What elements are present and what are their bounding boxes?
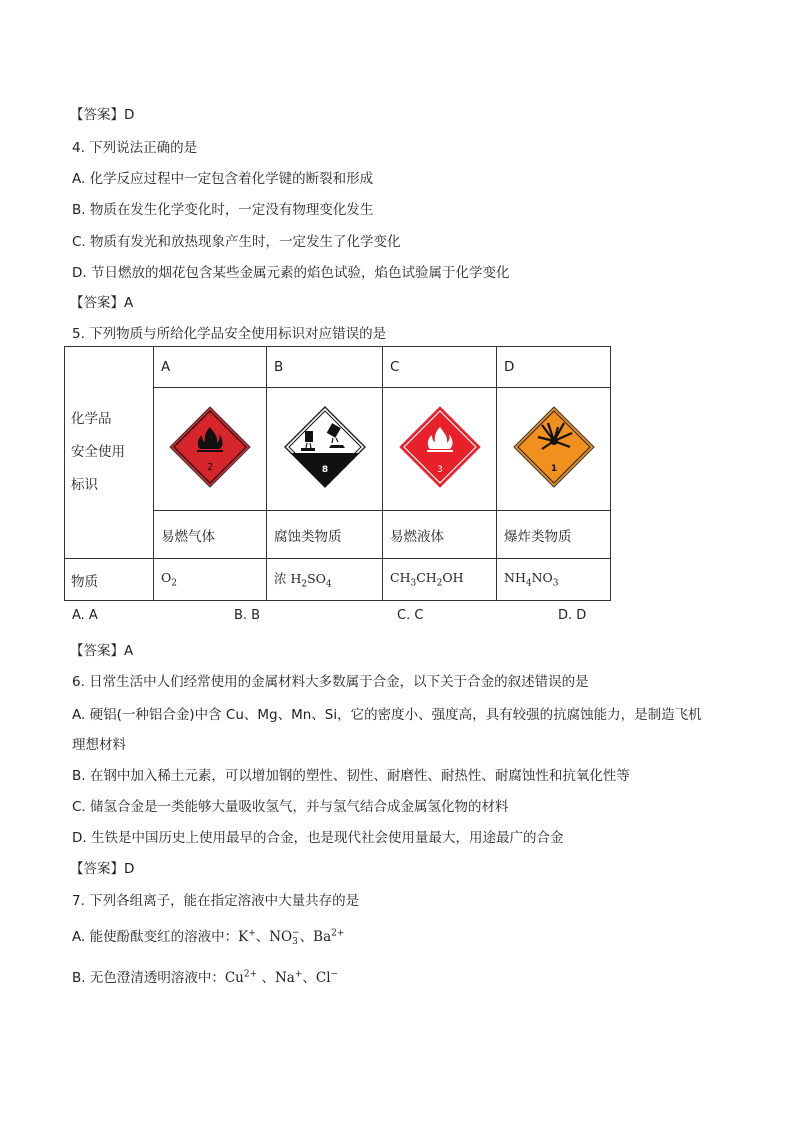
class-number-b: 8 (321, 465, 328, 475)
q6-stem: 6. 日常生活中人们经常使用的金属材料大多数属于合金，以下关于合金的叙述错误的是 (72, 674, 589, 690)
row-label-safety-sign (65, 347, 154, 559)
q6-option-d: D. 生铁是中国历史上使用最早的合金，也是现代社会使用量最大，用途最广的合金 (72, 830, 564, 846)
class-number-d: 1 (550, 464, 557, 474)
row-label-line: 标识 (71, 477, 98, 493)
ion-list-b: $Cu^{2+}$ 、Na+、Cl− (224, 969, 339, 986)
q6-option-a-cont: 理想材料 (72, 737, 126, 753)
q4-option-d: D. 节日燃放的烟花包含某些金属元素的焰色试验，焰色试验属于化学变化 (72, 265, 510, 281)
sign-name-a: 易燃气体 (154, 511, 267, 559)
q5-stem: 5. 下列物质与所给化学品安全使用标识对应错误的是 (72, 326, 387, 342)
explosive-sign-icon (512, 405, 596, 489)
q5-choice-c: C. C (397, 608, 424, 623)
class-number-a: 2 (206, 462, 214, 473)
q7-option-b (72, 966, 338, 986)
substance-b: 浓 $H_2SO_4$ (267, 559, 383, 601)
sign-name-d: 爆炸类物质 (497, 511, 611, 559)
sign-cell-d (497, 388, 611, 511)
sign-name-c: 易燃液体 (383, 511, 497, 559)
flammable-liquid-sign-icon (398, 405, 482, 489)
corrosive-sign-icon (283, 405, 367, 489)
q4-option-c: C. 物质有发光和放热现象产生时，一定发生了化学变化 (72, 234, 401, 250)
q7-option-a-label: A. 能使酚酞变红的溶液中： (72, 929, 239, 945)
substance-c: $CH_3CH_2OH$ (383, 559, 497, 601)
q4-stem: 4. 下列说法正确的是 (72, 140, 198, 156)
q4-option-a: A. 化学反应过程中一定包含着化学键的断裂和形成 (72, 171, 374, 187)
row-label-substance: 物质 (65, 559, 154, 601)
answer-q5: 【答案】A (70, 643, 134, 659)
sign-cell-a (154, 388, 267, 511)
q5-choice-a: A. A (72, 608, 98, 623)
row-label-line: 化学品 (71, 411, 112, 427)
ion-list-a: K+、NO − 3 、$Ba^{2+}$ (238, 927, 345, 947)
q5-choice-d: D. D (558, 608, 587, 623)
answer-q4: 【答案】A (70, 295, 134, 311)
flammable-gas-sign-icon (168, 405, 252, 489)
answer-q3: 【答案】D (70, 107, 135, 123)
q7-option-b-label: B. 无色澄清透明溶液中： (72, 970, 225, 986)
sign-cell-b (267, 388, 383, 511)
sign-name-b: 腐蚀类物质 (267, 511, 383, 559)
q6-option-a: A. 硬铝(一种铝合金)中含 Cu、Mg、Mn、Si，它的密度小、强度高，具有较强的抗腐蚀能力，是制造飞机 (72, 707, 702, 723)
class-number-c: 3 (436, 465, 443, 475)
substance-a: $O_2$ (154, 559, 267, 601)
sign-cell-c (383, 388, 497, 511)
column-header-a: A (154, 347, 267, 388)
column-header-b: B (267, 347, 383, 388)
answer-q6: 【答案】D (70, 861, 135, 877)
q7-option-a (72, 925, 344, 947)
q6-option-b: B. 在钢中加入稀土元素，可以增加钢的塑性、韧性、耐磨性、耐热性、耐腐蚀性和抗氧化性等 (72, 768, 630, 784)
substance-d: $NH_4NO_3$ (497, 559, 611, 601)
row-label-line: 安全使用 (71, 444, 125, 460)
q5-choice-b: B. B (234, 608, 261, 623)
q4-option-b: B. 物质在发生化学变化时，一定没有物理变化发生 (72, 202, 374, 218)
hazard-sign-table (64, 346, 611, 601)
q7-stem: 7. 下列各组离子，能在指定溶液中大量共存的是 (72, 893, 360, 909)
column-header-d: D (497, 347, 611, 388)
q6-option-c: C. 储氢合金是一类能够大量吸收氢气，并与氢气结合成金属氢化物的材料 (72, 799, 509, 815)
column-header-c: C (383, 347, 497, 388)
